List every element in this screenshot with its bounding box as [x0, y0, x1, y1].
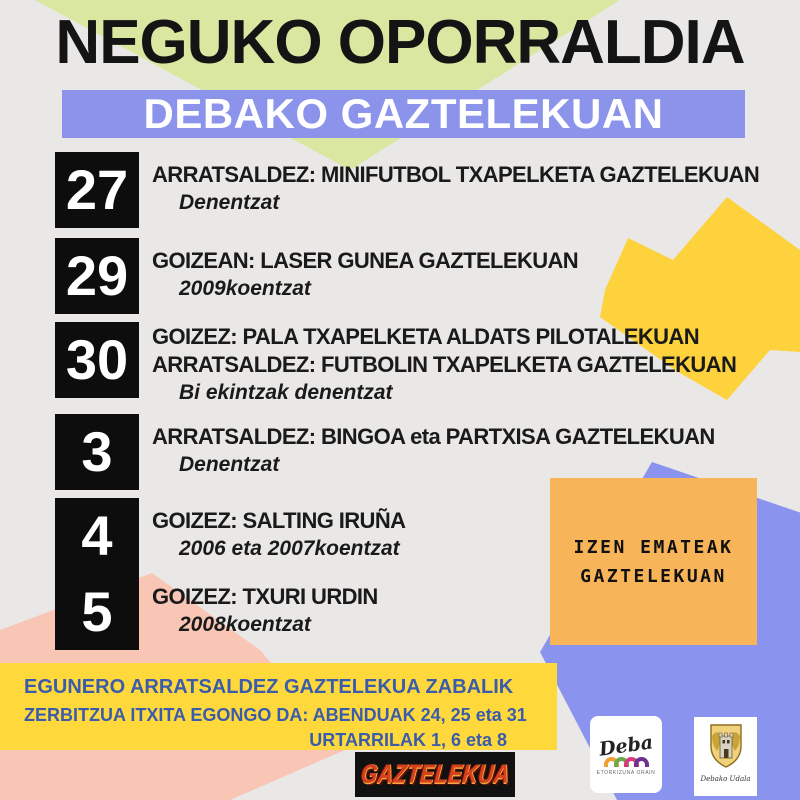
- date-badge: [55, 414, 139, 490]
- activity-line: ARRATSALDEZ: BINGOA eta PARTXISA GAZTELEKUAN: [152, 424, 715, 449]
- date-number: 5: [81, 580, 113, 643]
- udala-logo-caption: Debako Udala: [700, 775, 751, 783]
- date-number: 4: [81, 504, 113, 567]
- schedule-row-4: [55, 498, 405, 574]
- activity-note: 2009koentzat: [179, 277, 311, 300]
- footer-line-1: EGUNERO ARRATSALDEZ GAZTELEKUA ZABALIK: [24, 676, 514, 698]
- date-number: 27: [65, 158, 129, 221]
- footer-line-3: URTARRILAK 1, 6 eta 8: [309, 730, 507, 750]
- footer-banner: [0, 663, 557, 750]
- activity-line: GOIZEZ: SALTING IRUÑA: [152, 508, 406, 533]
- schedule-row-5: [55, 574, 378, 650]
- date-badge: [55, 238, 139, 314]
- activity-note: Denentzat: [179, 453, 280, 476]
- date-number: 3: [81, 420, 113, 483]
- activity-line: ARRATSALDEZ: FUTBOLIN TXAPELKETA GAZTELEKUAN: [152, 352, 737, 377]
- deba-logo-caption: ETORKIZUNA ORAIN: [596, 769, 656, 776]
- page-title: NEGUKO OPORRALDIA: [55, 8, 745, 77]
- activity-note: 2006 eta 2007koentzat: [179, 537, 400, 560]
- subtitle-text: DEBAKO GAZTELEKUAN: [143, 90, 664, 137]
- subtitle-banner: [62, 90, 745, 138]
- graffiti-text: GAZTELEKUA: [359, 759, 511, 789]
- schedule-row-27: [55, 152, 759, 228]
- date-badge: [55, 574, 139, 650]
- signup-line: GAZTELEKUAN: [580, 565, 727, 587]
- schedule-row-30: [55, 322, 736, 407]
- date-badge: [55, 498, 139, 574]
- activity-note: 2008koentzat: [179, 613, 311, 636]
- date-badge: [55, 322, 139, 398]
- activity-note: Bi ekintzak denentzat: [179, 381, 393, 404]
- signup-line: IZEN EMATEAK: [573, 536, 734, 558]
- coat-of-arms-icon: [704, 722, 748, 772]
- debako-udala-logo: [694, 717, 757, 796]
- deba-logo-text: Deba: [597, 730, 655, 761]
- activity-line: GOIZEZ: PALA TXAPELKETA ALDATS PILOTALEKUAN: [152, 324, 699, 349]
- date-number: 29: [65, 244, 129, 307]
- schedule-row-29: [55, 238, 578, 314]
- date-badge: [55, 152, 139, 228]
- activity-line: ARRATSALDEZ: MINIFUTBOL TXAPELKETA GAZTELEKUAN: [152, 162, 760, 187]
- activity-note: Denentzat: [179, 191, 280, 214]
- footer-line-2: ZERBITZUA ITXITA EGONGO DA: ABENDUAK 24, 25 eta 31: [24, 705, 527, 725]
- activity-line: GOIZEAN: LASER GUNEA GAZTELEKUAN: [152, 248, 579, 273]
- deba-logo: [590, 716, 662, 793]
- signup-box: [550, 478, 757, 645]
- gaztelekua-graffiti-logo: [355, 752, 515, 797]
- date-number: 30: [65, 328, 129, 391]
- activity-line: GOIZEZ: TXURI URDIN: [152, 584, 378, 609]
